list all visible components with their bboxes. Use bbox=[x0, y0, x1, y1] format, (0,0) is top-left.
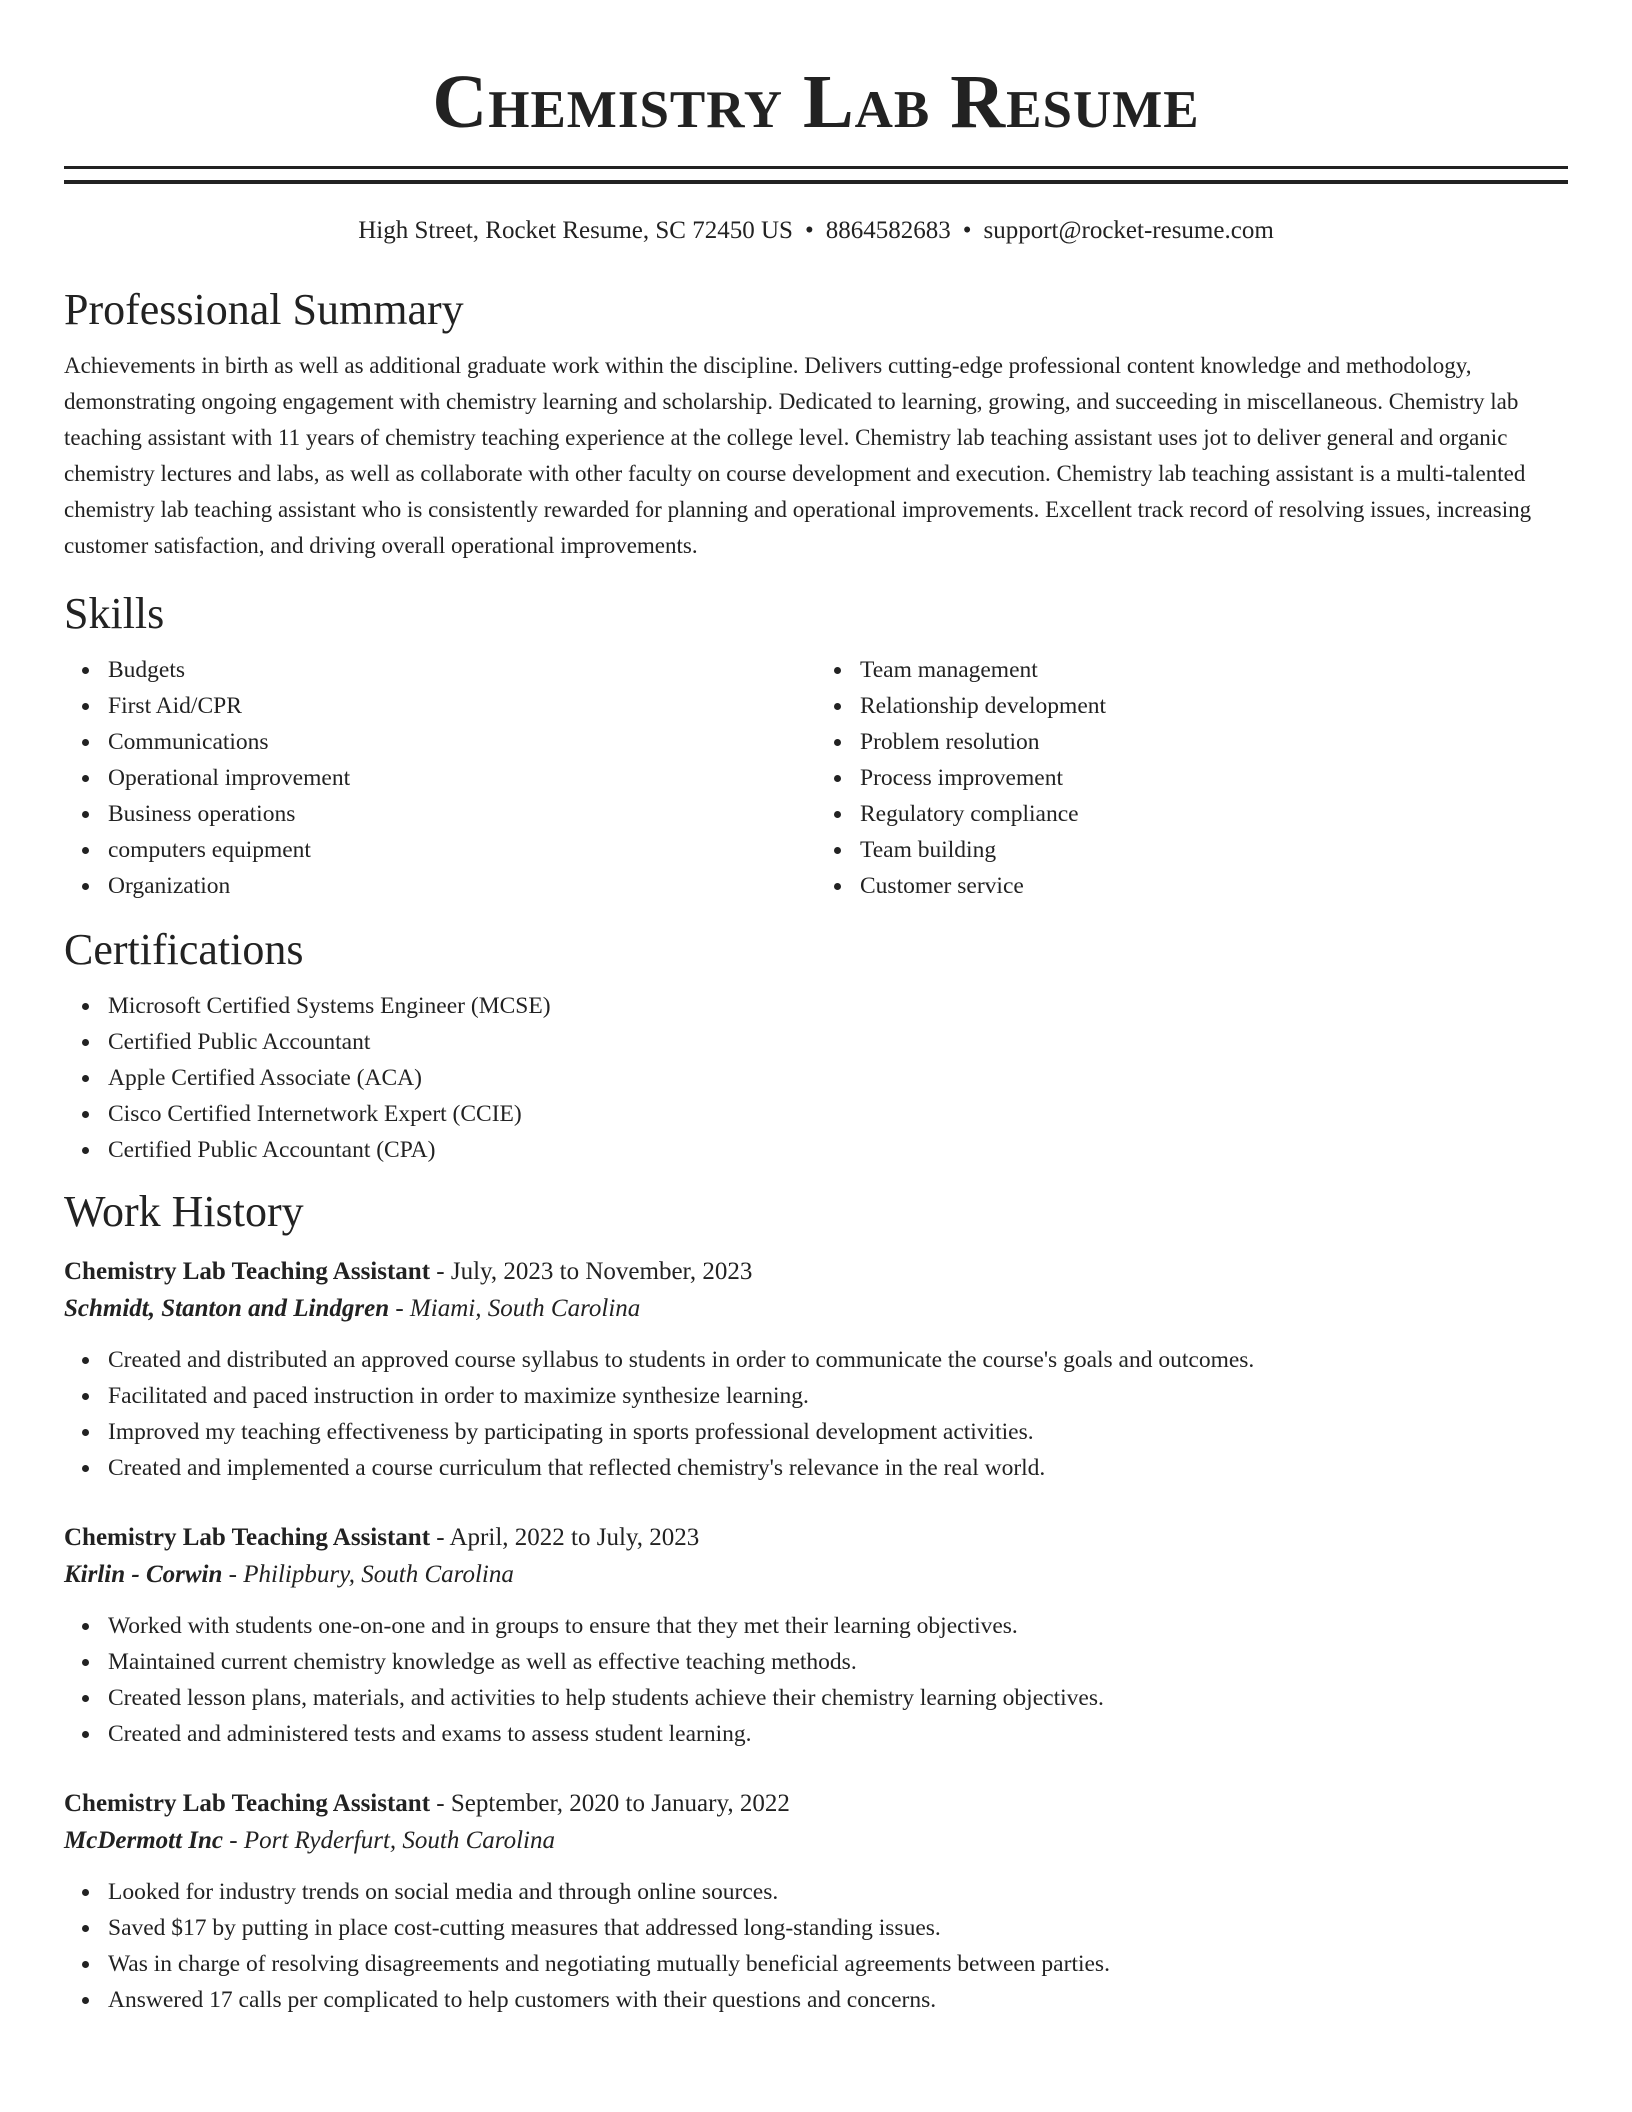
certification-item: Apple Certified Associate (ACA) bbox=[108, 1060, 1568, 1096]
skill-item: Process improvement bbox=[860, 760, 1568, 796]
skill-item: Business operations bbox=[108, 796, 816, 832]
work-history-section bbox=[64, 1186, 1568, 2018]
job-bullet: Was in charge of resolving disagreements and negotiating mutually beneficial agreements between parties. bbox=[108, 1946, 1568, 1982]
job-company: Kirlin - Corwin bbox=[64, 1561, 223, 1588]
skill-item: Team building bbox=[860, 832, 1568, 868]
job-bullet: Facilitated and paced instruction in order to maximize synthesize learning. bbox=[108, 1378, 1568, 1414]
skills-columns bbox=[64, 652, 1568, 904]
contact-address: High Street, Rocket Resume, SC 72450 US bbox=[358, 217, 793, 244]
skill-item: computers equipment bbox=[108, 832, 816, 868]
job-title: Chemistry Lab Teaching Assistant bbox=[64, 1524, 431, 1551]
job-company: Schmidt, Stanton and Lindgren bbox=[64, 1295, 390, 1322]
job-dates: - July, 2023 to November, 2023 bbox=[430, 1258, 753, 1285]
job-header bbox=[64, 1786, 1568, 1822]
skill-item: Communications bbox=[108, 724, 816, 760]
work-history-heading: Work History bbox=[64, 1187, 304, 1236]
job-employer-line bbox=[64, 1290, 1568, 1328]
skills-heading: Skills bbox=[64, 589, 165, 638]
skill-item: Team management bbox=[860, 652, 1568, 688]
resume-title: Chemistry Lab Resume bbox=[432, 60, 1200, 144]
summary-text: Achievements in birth as well as additional graduate work within the discipline. Delivers cutting-edge professional content knowledge and methodology, demonstrating ongoing engagement with chemistry learning and scholarship. Dedicated to learning, growing, and succeeding in miscellaneous. Chemistry lab teaching assistant with 11 years of chemistry teaching experience at the college level. Chemistry lab teaching assistant uses jot to deliver general and organic chemistry lectures and labs, as well as collaborate with other faculty on course development and execution. Chemistry lab teaching assistant is a multi-talented chemistry lab teaching assistant who is consistently rewarded for planning and operational improvements. Excellent track record of resolving issues, increasing customer satisfaction, and driving overall operational improvements. bbox=[64, 353, 1532, 558]
skill-item: Regulatory compliance bbox=[860, 796, 1568, 832]
skill-item: First Aid/CPR bbox=[108, 688, 816, 724]
job-bullet: Created and implemented a course curriculum that reflected chemistry's relevance in the real world. bbox=[108, 1450, 1568, 1486]
certifications-section bbox=[64, 924, 1568, 1168]
job-bullet: Maintained current chemistry knowledge as well as effective teaching methods. bbox=[108, 1644, 1568, 1680]
job-title: Chemistry Lab Teaching Assistant bbox=[64, 1790, 431, 1817]
job-dates: - September, 2020 to January, 2022 bbox=[430, 1790, 790, 1817]
job-bullet-list bbox=[64, 1608, 1568, 1752]
certification-item: Microsoft Certified Systems Engineer (MCSE) bbox=[108, 988, 1568, 1024]
job-location: - Port Ryderfurt, South Carolina bbox=[223, 1827, 555, 1854]
job-bullet: Looked for industry trends on social media and through online sources. bbox=[108, 1874, 1568, 1910]
contact-email: support@rocket-resume.com bbox=[983, 217, 1274, 244]
job-bullet: Created and administered tests and exams to assess student learning. bbox=[108, 1716, 1568, 1752]
job-bullet: Saved $17 by putting in place cost-cutting measures that addressed long-standing issues. bbox=[108, 1910, 1568, 1946]
skills-section bbox=[64, 588, 1568, 904]
job-employer-line bbox=[64, 1822, 1568, 1860]
job-header bbox=[64, 1254, 1568, 1290]
certification-item: Cisco Certified Internetwork Expert (CCIE) bbox=[108, 1096, 1568, 1132]
contact-separator: • bbox=[962, 217, 972, 244]
job-dates: - April, 2022 to July, 2023 bbox=[430, 1524, 700, 1551]
job-bullet: Worked with students one-on-one and in groups to ensure that they met their learning objectives. bbox=[108, 1608, 1568, 1644]
skills-list-left bbox=[64, 652, 816, 904]
summary-section bbox=[64, 284, 1568, 564]
contact-phone: 8864582683 bbox=[825, 217, 951, 244]
skill-item: Budgets bbox=[108, 652, 816, 688]
certification-item: Certified Public Accountant bbox=[108, 1024, 1568, 1060]
skill-item: Customer service bbox=[860, 868, 1568, 904]
job-header bbox=[64, 1520, 1568, 1556]
job-bullet: Answered 17 calls per complicated to help customers with their questions and concerns. bbox=[108, 1982, 1568, 2018]
certifications-list bbox=[64, 988, 1568, 1168]
title-double-rule bbox=[64, 166, 1568, 184]
skill-item: Relationship development bbox=[860, 688, 1568, 724]
job-title: Chemistry Lab Teaching Assistant bbox=[64, 1258, 431, 1285]
job-bullet-list bbox=[64, 1342, 1568, 1486]
job-location: - Miami, South Carolina bbox=[389, 1295, 641, 1322]
job-bullet: Created lesson plans, materials, and activities to help students achieve their chemistry learning objectives. bbox=[108, 1680, 1568, 1716]
skill-item: Organization bbox=[108, 868, 816, 904]
job-bullet: Improved my teaching effectiveness by participating in sports professional development activities. bbox=[108, 1414, 1568, 1450]
skills-list-right bbox=[816, 652, 1568, 904]
job-entry bbox=[64, 1520, 1568, 1752]
job-bullet-list bbox=[64, 1874, 1568, 2018]
job-entry bbox=[64, 1786, 1568, 2018]
certification-item: Certified Public Accountant (CPA) bbox=[108, 1132, 1568, 1168]
skill-item: Problem resolution bbox=[860, 724, 1568, 760]
job-entry bbox=[64, 1254, 1568, 1486]
skill-item: Operational improvement bbox=[108, 760, 816, 796]
summary-heading: Professional Summary bbox=[64, 285, 464, 334]
certifications-heading: Certifications bbox=[64, 925, 304, 974]
contact-separator: • bbox=[804, 217, 814, 244]
job-company: McDermott Inc bbox=[64, 1827, 224, 1854]
job-bullet: Created and distributed an approved course syllabus to students in order to communicate the course's goals and outcomes. bbox=[108, 1342, 1568, 1378]
job-employer-line bbox=[64, 1556, 1568, 1594]
contact-line bbox=[64, 216, 1568, 246]
job-location: - Philipbury, South Carolina bbox=[222, 1561, 514, 1588]
